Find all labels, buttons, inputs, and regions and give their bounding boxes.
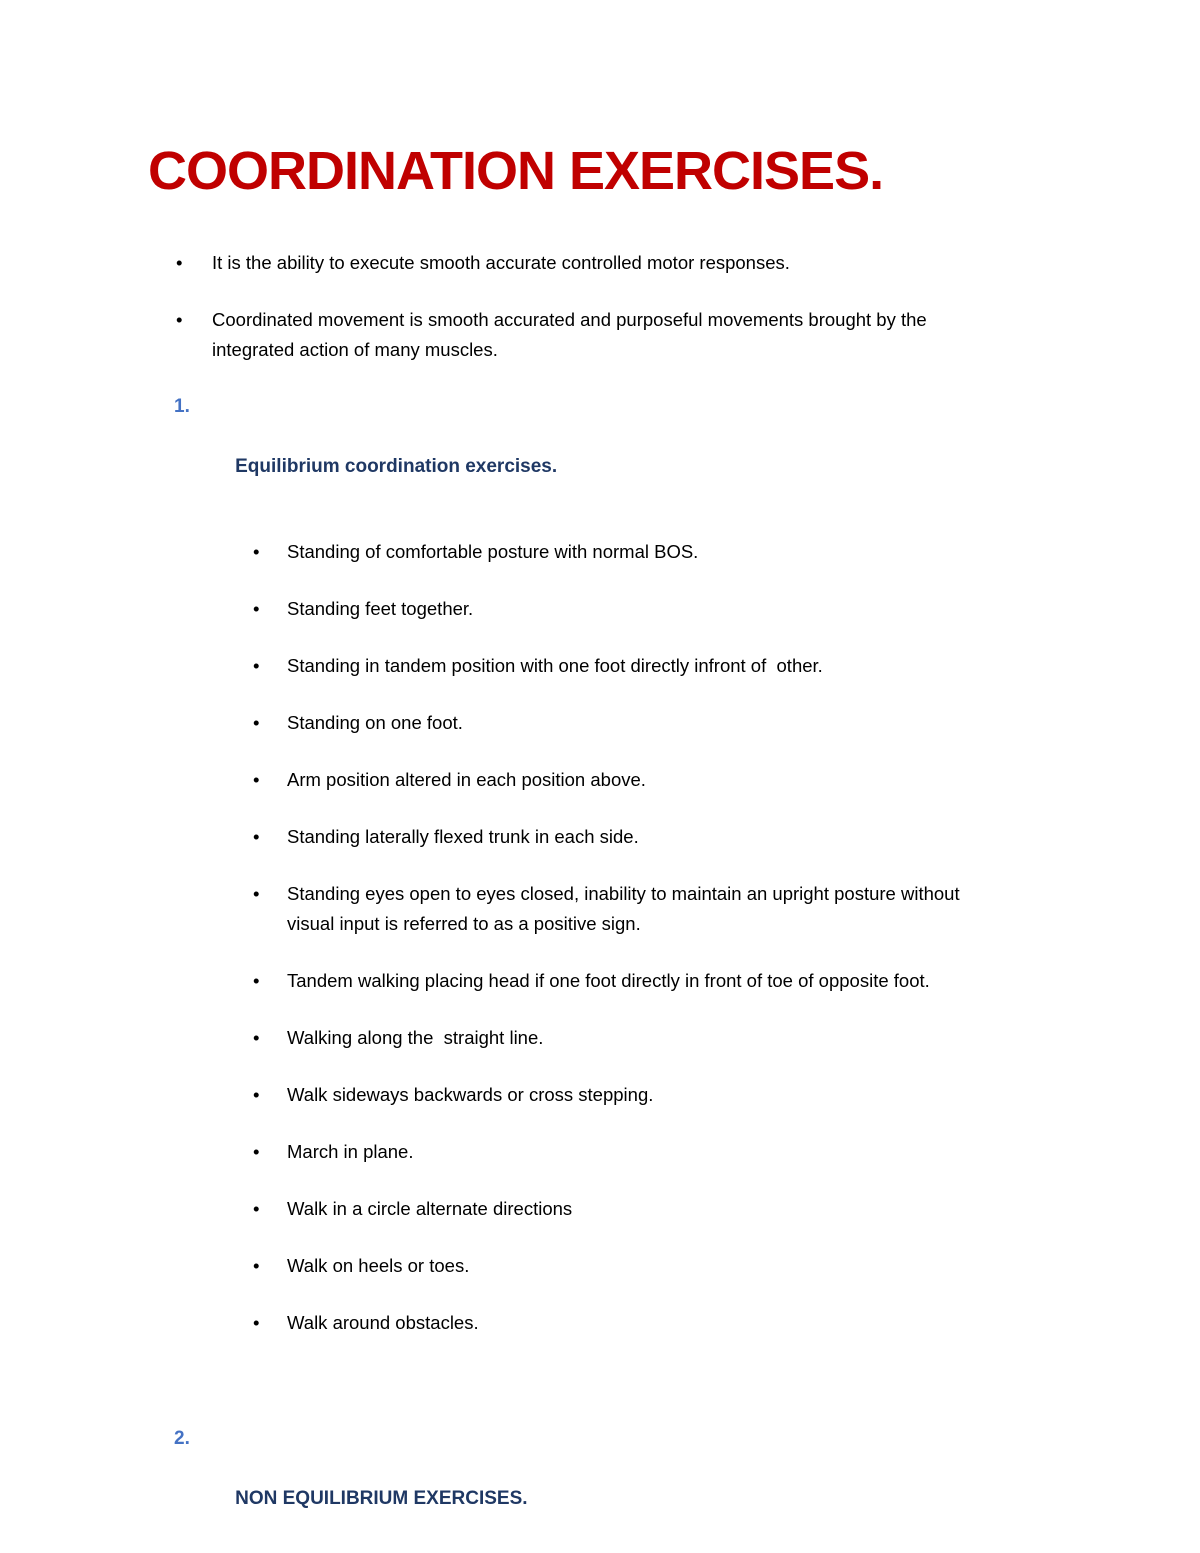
bullet-item [160,1251,1050,1281]
section-heading-text: Equilibrium coordination exercises. [235,456,558,477]
bullet-icon [253,1308,259,1338]
bullet-text: Standing on one foot. [287,712,463,733]
bullet-text: visual input is referred to as a positive sign. [287,913,641,934]
bullet-item [160,966,1050,996]
bullet-text: Walk in a circle alternate directions [287,1198,573,1219]
bullet-item [160,708,1050,738]
section-heading-text: NON EQUILIBRIUM EXERCISES. [235,1488,528,1509]
bullet-item [160,822,1050,852]
bullet-icon [253,708,259,738]
bullet-item [160,537,1050,567]
bullet-icon [253,537,259,567]
bullet-icon [253,765,259,795]
bullet-text: Coordinated movement is smooth accurated and purposeful movements brought by the [212,309,927,330]
bullet-icon [253,1137,259,1167]
bullet-icon [253,1080,259,1110]
intro-bullet-list [160,248,1050,365]
bullet-icon [253,1251,259,1281]
bullet-item [160,765,1050,795]
bullet-icon [176,305,182,335]
bullet-icon [253,1194,259,1224]
bullet-item [160,1023,1050,1053]
bullet-icon [253,1023,259,1053]
bullet-text: Tandem walking placing head if one foot directly in front of toe of opposite foot. [287,970,930,991]
bullet-text: Standing feet together. [287,598,474,619]
bullet-item [160,651,1050,681]
bullet-text: Standing in tandem position with one foot directly infront of other. [287,655,823,676]
bullet-item [160,1308,1050,1338]
bullet-icon [253,879,259,909]
bullet-item [160,1194,1050,1224]
document-title: COORDINATION EXERCISES. [148,141,884,201]
bullet-text: Arm position altered in each position above. [287,769,646,790]
bullet-icon [253,651,259,681]
bullet-text: integrated action of many muscles. [212,339,498,360]
bullet-text: March in plane. [287,1141,414,1162]
bullet-item [160,879,1050,939]
bullet-text: Standing of comfortable posture with normal BOS. [287,541,699,562]
bullet-icon [253,594,259,624]
bullet-text: Walk on heels or toes. [287,1255,470,1276]
bullet-item [160,248,1050,278]
section-number: 1. [174,396,190,417]
bullet-text: Standing eyes open to eyes closed, inability to maintain an upright posture without [287,883,960,904]
section-heading-equilibrium [160,392,1050,512]
bullet-icon [176,248,182,278]
bullet-text: Walk sideways backwards or cross stepping. [287,1084,654,1105]
bullet-item [160,1137,1050,1167]
bullet-item [160,1080,1050,1110]
bullet-item [160,594,1050,624]
bullet-item [160,305,1050,365]
bullet-text: Walk around obstacles. [287,1312,479,1333]
bullet-text: It is the ability to execute smooth accurate controlled motor responses. [212,252,790,273]
section-heading-non-equilibrium [160,1424,1050,1544]
bullet-text: Standing laterally flexed trunk in each side. [287,826,639,847]
equilibrium-exercise-list [160,537,1050,1338]
bullet-icon [253,966,259,996]
bullet-icon [253,822,259,852]
section-number: 2. [174,1428,190,1449]
bullet-text: Walking along the straight line. [287,1027,544,1048]
